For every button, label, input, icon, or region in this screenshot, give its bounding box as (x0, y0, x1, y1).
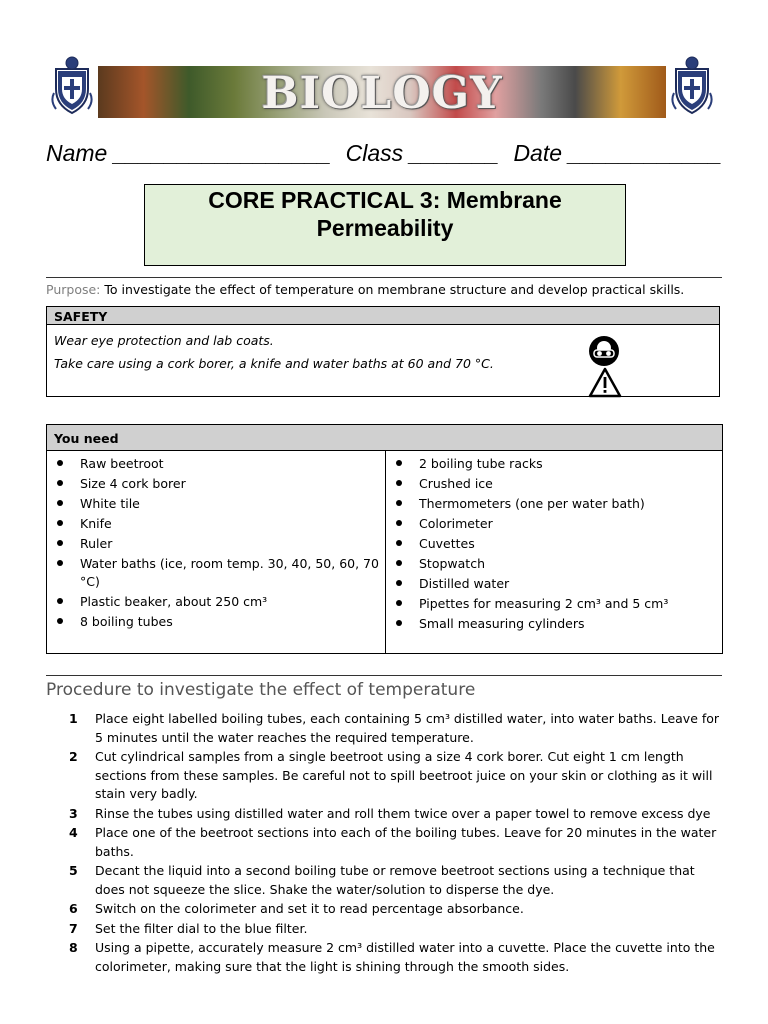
list-item: White tile (47, 495, 385, 513)
core-title-line2: Permeability (316, 215, 454, 241)
purpose-line (46, 282, 684, 297)
purpose-text: To investigate the effect of temperature on membrane structure and develop practical skills. (104, 282, 685, 297)
school-crest-icon (670, 55, 714, 115)
step-number: 5 (69, 863, 78, 878)
list-item: Water baths (ice, room temp. 30, 40, 50, 60, 70 °C) (47, 555, 385, 591)
equipment-column-right (386, 451, 722, 653)
list-item: Raw beetroot (47, 455, 385, 473)
list-item: Size 4 cork borer (47, 475, 385, 493)
list-item: 2 boiling tube racks (386, 455, 722, 473)
list-item: Stopwatch (386, 555, 722, 573)
step-number: 1 (69, 711, 78, 726)
list-item: Thermometers (one per water bath) (386, 495, 722, 513)
safety-heading: SAFETY (47, 307, 719, 325)
divider (46, 675, 722, 676)
name-field[interactable]: Name _________________ (46, 140, 332, 166)
step-text: Using a pipette, accurately measure 2 cm³ distilled water into a cuvette. Place the cuvette into the colorimeter, making sure that the light is shining through the smooth sides. (95, 940, 715, 974)
procedure-step (46, 939, 722, 976)
safety-box (46, 306, 720, 397)
procedure-step (46, 900, 722, 919)
procedure-step (46, 805, 722, 824)
goggles-icon (588, 335, 620, 367)
divider (46, 277, 722, 278)
step-text: Set the filter dial to the blue filter. (95, 920, 308, 936)
step-text: Decant the liquid into a second boiling tube or remove beetroot sections using a technique that does not squeeze the slice. Shake the water/solution to disperse the dye. (95, 863, 695, 897)
step-number: 2 (69, 749, 78, 764)
banner-title: BIOLOGY (261, 68, 503, 118)
step-number: 3 (69, 805, 78, 821)
you-need-table (46, 424, 723, 654)
list-item: Crushed ice (386, 475, 722, 493)
step-text: Place one of the beetroot sections into each of the boiling tubes. Leave for 20 minutes in the water baths. (95, 825, 717, 859)
step-text: Switch on the colorimeter and set it to read percentage absorbance. (95, 901, 524, 916)
list-item: 8 boiling tubes (47, 613, 385, 631)
step-text: Cut cylindrical samples from a single beetroot using a size 4 cork borer. Cut eight 1 cm length sections from these samples. Be careful not to spill beetroot juice on your skin or clothing as it will stain very badly. (95, 749, 713, 801)
core-practical-title-box (144, 184, 626, 266)
procedure-step (46, 748, 722, 804)
purpose-label: Purpose: (46, 282, 101, 297)
school-crest-icon (50, 55, 94, 115)
procedure-step (46, 862, 722, 899)
list-item: Small measuring cylinders (386, 615, 722, 633)
date-field[interactable]: Date ____________ (513, 140, 722, 166)
step-text: Rinse the tubes using distilled water and roll them twice over a paper towel to remove excess dye (95, 805, 711, 821)
warning-icon (588, 367, 622, 398)
step-number: 8 (69, 940, 78, 955)
list-item: Plastic beaker, about 250 cm³ (47, 593, 385, 611)
you-need-heading: You need (47, 425, 722, 451)
procedure-step (46, 710, 722, 747)
procedure-step (46, 920, 722, 939)
list-item: Distilled water (386, 575, 722, 593)
step-number: 4 (69, 825, 78, 840)
list-item: Knife (47, 515, 385, 533)
safety-line: Wear eye protection and lab coats. (54, 333, 274, 348)
step-number: 6 (69, 901, 78, 916)
safety-line: Take care using a cork borer, a knife and water baths at 60 and 70 °C. (54, 356, 494, 371)
procedure-steps (46, 710, 722, 977)
procedure-heading: Procedure to investigate the effect of temperature (46, 680, 476, 700)
banner-image-strip (98, 66, 666, 118)
list-item: Colorimeter (386, 515, 722, 533)
list-item: Ruler (47, 535, 385, 553)
procedure-step (46, 824, 722, 861)
biology-banner (50, 55, 714, 119)
equipment-column-left (47, 451, 386, 653)
class-field[interactable]: Class _______ (345, 140, 500, 166)
list-item: Cuvettes (386, 535, 722, 553)
student-info-row (46, 140, 726, 167)
step-text: Place eight labelled boiling tubes, each containing 5 cm³ distilled water, into water baths. Leave for 5 minutes until the water reaches the required temperature. (95, 711, 720, 745)
core-title-line1: CORE PRACTICAL 3: Membrane (208, 187, 562, 213)
list-item: Pipettes for measuring 2 cm³ and 5 cm³ (386, 595, 722, 613)
step-number: 7 (69, 920, 78, 936)
